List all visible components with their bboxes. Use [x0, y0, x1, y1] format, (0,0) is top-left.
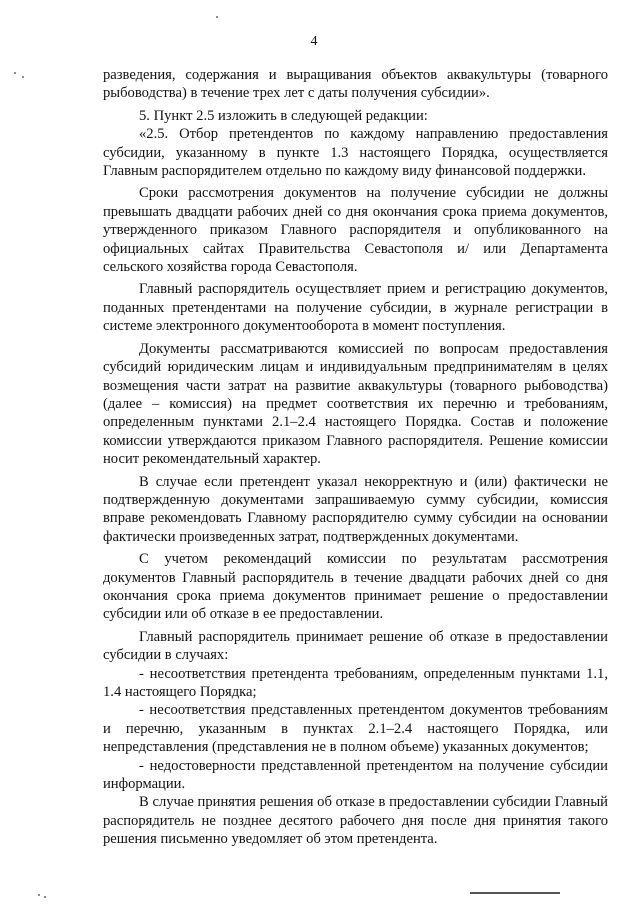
list-item-refusal-1: - несоответствия претендента требованиям, определенным пунктами 1.1, 1.4 настоящего Порядка;	[103, 665, 608, 700]
list-item-refusal-2: - несоответствия представленных претендентом документов требованиям и перечню, указанным в пунктах 2.1–2.4 настоящего Порядка, или непредставления (представления не в полном объеме) указанных документов;	[103, 702, 608, 756]
paragraph-refusal-cases: Главный распорядитель принимает решение об отказе в предоставлении субсидии в случаях:	[103, 628, 608, 664]
list-item-refusal-3: - недостоверности представленной претендентом на получение субсидии информации.	[103, 757, 608, 793]
scan-dot	[38, 894, 40, 896]
paragraph-commission: Документы рассматриваются комиссией по вопросам предоставления субсидий юридическим лицам и индивидуальным предпринимателям в целях возмещения части затрат на развитие аквакультуры (товарного рыбоводства) (далее – комиссия) на предмет соответствия их перечню и требованиям, определенным пунктами 2.1–2.4 настоящего Порядка. Состав и положение комиссии утверждаются приказом Главного распорядителя. Решение комиссии носит рекомендательный характер.	[103, 340, 608, 468]
scan-line	[470, 892, 560, 894]
paragraph-incorrect-amount: В случае если претендент указал некорректную и (или) фактически не подтвержденную документами запрашиваемую сумму субсидии, комиссия вправе рекомендовать Главному распорядителю сумму субсидии на основании фактически произведенных затрат, подтвержденных документами.	[103, 473, 608, 545]
paragraph-item-5: 5. Пункт 2.5 изложить в следующей редакции:	[139, 107, 428, 124]
paragraph-notification: В случае принятия решения об отказе в предоставлении субсидии Главный распорядитель не позднее десятого рабочего дня после дня принятия такого решения письменно уведомляет об этом претендента.	[103, 794, 608, 848]
paragraph-2-5: «2.5. Отбор претендентов по каждому направлению предоставления субсидии, указанному в пункте 1.3 настоящего Порядка, осуществляется Главным распорядителем отдельно по каждому виду финансовой поддержки.	[103, 126, 608, 180]
paragraph-decision: С учетом рекомендаций комиссии по результатам рассмотрения документов Главный распорядитель в течение двадцати рабочих дней со дня окончания срока приема документов принимает решение о предоставлении субсидии или об отказе в ее предоставлении.	[103, 551, 608, 623]
scan-dot	[14, 72, 16, 74]
scan-dot	[22, 76, 24, 78]
document-body	[103, 66, 608, 853]
page-number: 4	[310, 34, 318, 49]
paragraph-review-terms: Сроки рассмотрения документов на получение субсидии не должны превышать двадцати рабочих дней со дня окончания срока приема документов, утвержденного приказом Главного распорядителя и опубликованного на официальных сайтах Правительства Севастополя и/ или Департамента сельского хозяйства города Севастополя.	[103, 185, 608, 276]
scan-dot	[216, 16, 218, 18]
scan-dot	[44, 896, 46, 898]
paragraph-continuation: разведения, содержания и выращивания объектов аквакультуры (товарного рыбоводства) в течение трех лет с даты получения субсидии».	[103, 67, 608, 102]
paragraph-registration: Главный распорядитель осуществляет прием и регистрацию документов, поданных претендентами на получение субсидии, в журнале регистрации в системе электронного документооборота в момент поступления.	[103, 281, 608, 335]
